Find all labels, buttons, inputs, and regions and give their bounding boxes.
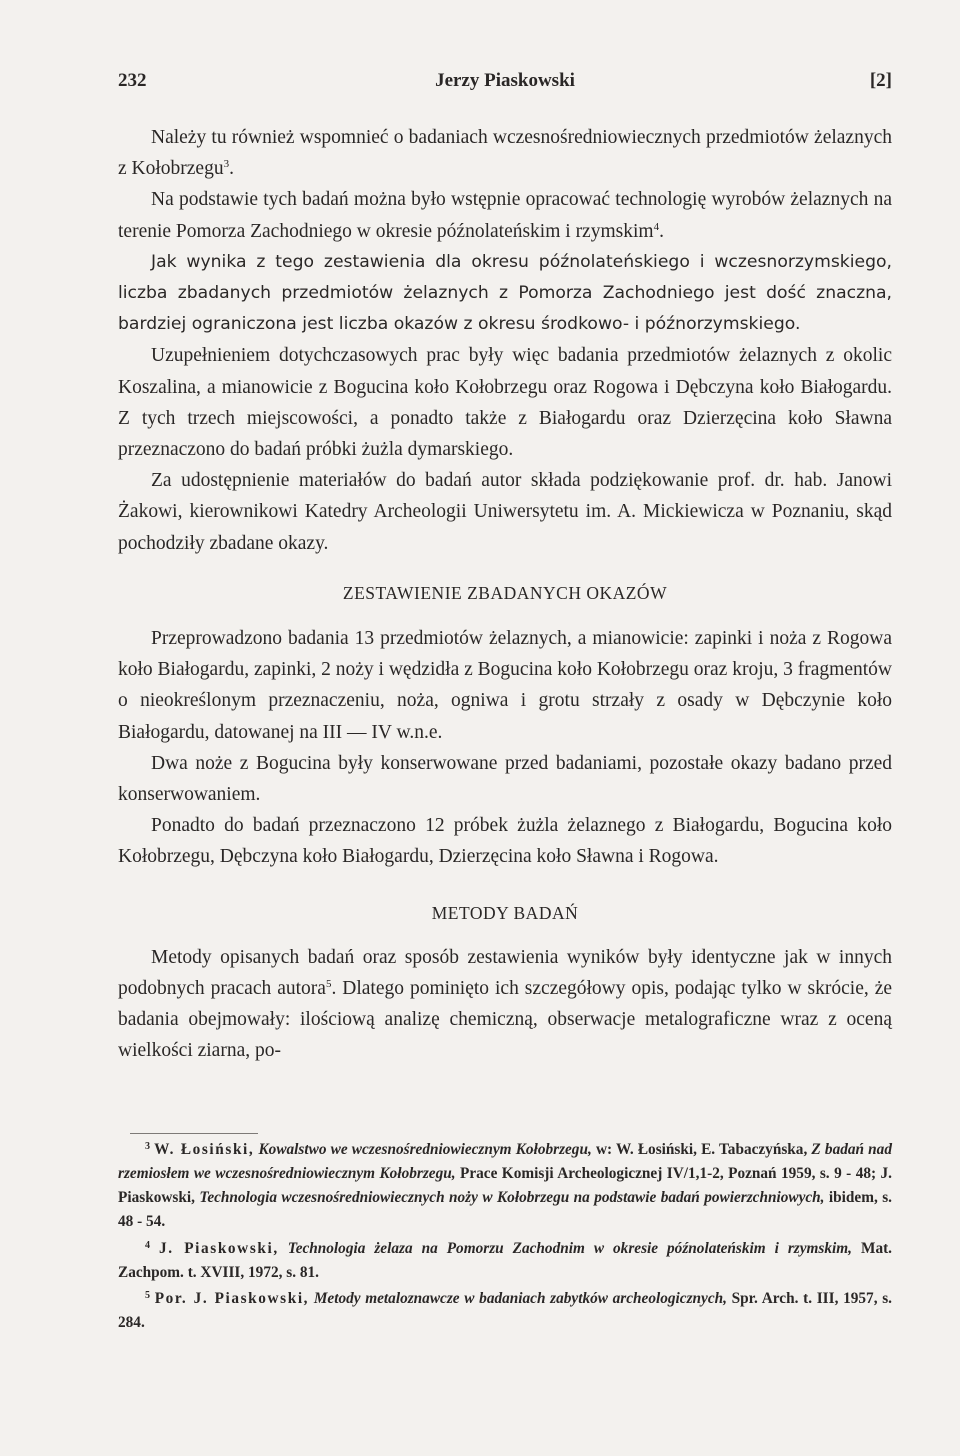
header-author: Jerzy Piaskowski <box>435 70 575 91</box>
paragraph: Metody opisanych badań oraz sposób zestawienia wyników były identyczne jak w innych podobnych pracach autora$^5$. Dlatego pominięto ich szczegółowy opis, podając tylko w skrócie, że badania obejmowały: ilościową analizę chemiczną, obserwacje metalograficzne wraz z oceną wielkości ziarna, po- <box>118 946 892 1062</box>
paragraph: Na podstawie tych badań można było wstępnie opracować technologię wyrobów żelaznych na terenie Pomorza Zachodniego w okresie późnolateńskim i rzymskim$^4$. <box>118 189 892 242</box>
page-number: 232 <box>118 70 147 91</box>
paragraph: Przeprowadzono badania 13 przedmiotów żelaznych, a mianowicie: zapinki i noża z Rogowa koło Białogardu, zapinki, 2 noży i wędzidła z Bogucina koło Kołobrzegu oraz kroju, 3 fragmentów o nieokreślonym przeznaczeniu, noża, ogniwa i grotu strzały z osady w Dębczynie koło Białogardu, datowanej na III — IV w.n.e. <box>118 628 892 743</box>
footnotes <box>118 1135 892 1335</box>
footnote-ref: 3 <box>223 158 230 171</box>
running-header <box>118 70 892 96</box>
paragraph: Za udostępnienie materiałów do badań autor składa podziękowanie prof. dr. hab. Janowi Żakowi, kierownikowi Katedry Archeologii Uniwersytetu im. A. Mickiewicza w Poznaniu, skąd pochodziły zbadane okazy. <box>118 470 892 554</box>
section-heading: METODY BADAŃ <box>431 902 579 923</box>
main-text <box>118 122 892 1067</box>
footnote: $^5$ Por. J. Piaskowski, Metody metaloznawcze w badaniach zabytków archeologicznych, Spr. Arch. t. III, 1957, s. 284. <box>118 1290 893 1332</box>
footnote: $^3$ W. Łosiński, Kowalstwo we wczesnośredniowiecznym Kołobrzegu, w: W. Łosiński, E. Tabaczyńska, Z badań nad rzemiosłem we wczesnośredniowiecznym Kołobrzegu, Prace Komisji Archeologicznej IV/1,1-2, Poznań 1959, s. 9 - 48; J. Piaskowski, Technologia wczesnośredniowiecznych noży w Kołobrzegu na podstawie badań powierzchniowych, ibidem, s. 48 - 54. <box>118 1141 893 1230</box>
paragraph: Uzupełnieniem dotychczasowych prac były więc badania przedmiotów żelaznych z okolic Koszalina, a mianowicie z Bogucina koło Kołobrzegu oraz Rogowa i Dębczyna koło Białogardu. Z tych trzech miejscowości, a ponadto także z Białogardu oraz Dzierzęcina koło Sławna przeznaczono do badań próbki żużla dymarskiego. <box>118 345 892 461</box>
paragraph: Należy tu również wspomnieć o badaniach wczesnośredniowiecznych przedmiotów żelaznych z Kołobrzegu$^3$. <box>118 127 892 180</box>
paragraph: Ponadto do badań przeznaczono 12 próbek żużla żelaznego z Białogardu, Bogucina koło Kołobrzegu, Dębczyna koło Białogardu, Dzierzęcina koło Sławna i Rogowa. <box>118 815 892 868</box>
paragraph: Dwa noże z Bogucina były konserwowane przed badaniami, pozostałe okazy badano przed konserwowaniem. <box>118 752 892 806</box>
footnote-separator <box>130 1133 258 1134</box>
footnote-ref: 4 <box>653 220 660 233</box>
header-reference: [2] <box>869 70 892 91</box>
section-heading: ZESTAWIENIE ZBADANYCH OKAZÓW <box>342 582 668 603</box>
footnote: $^4$ J. Piaskowski, Technologia żelaza na Pomorzu Zachodnim w okresie późnolateńskim i rzymskim, Mat. Zachpom. t. XVIII, 1972, s. 81. <box>118 1239 893 1281</box>
paragraph: Jak wynika z tego zestawienia dla okresu późnolateńskiego i wczesnorzymskiego, liczba zbadanych przedmiotów żelaznych z Pomorza Zachodniego jest dość znaczna, bardziej ograniczona jest liczba okazów z okresu środkowo- i późnorzymskiego. <box>118 251 892 335</box>
footnote-ref: 5 <box>325 978 332 991</box>
